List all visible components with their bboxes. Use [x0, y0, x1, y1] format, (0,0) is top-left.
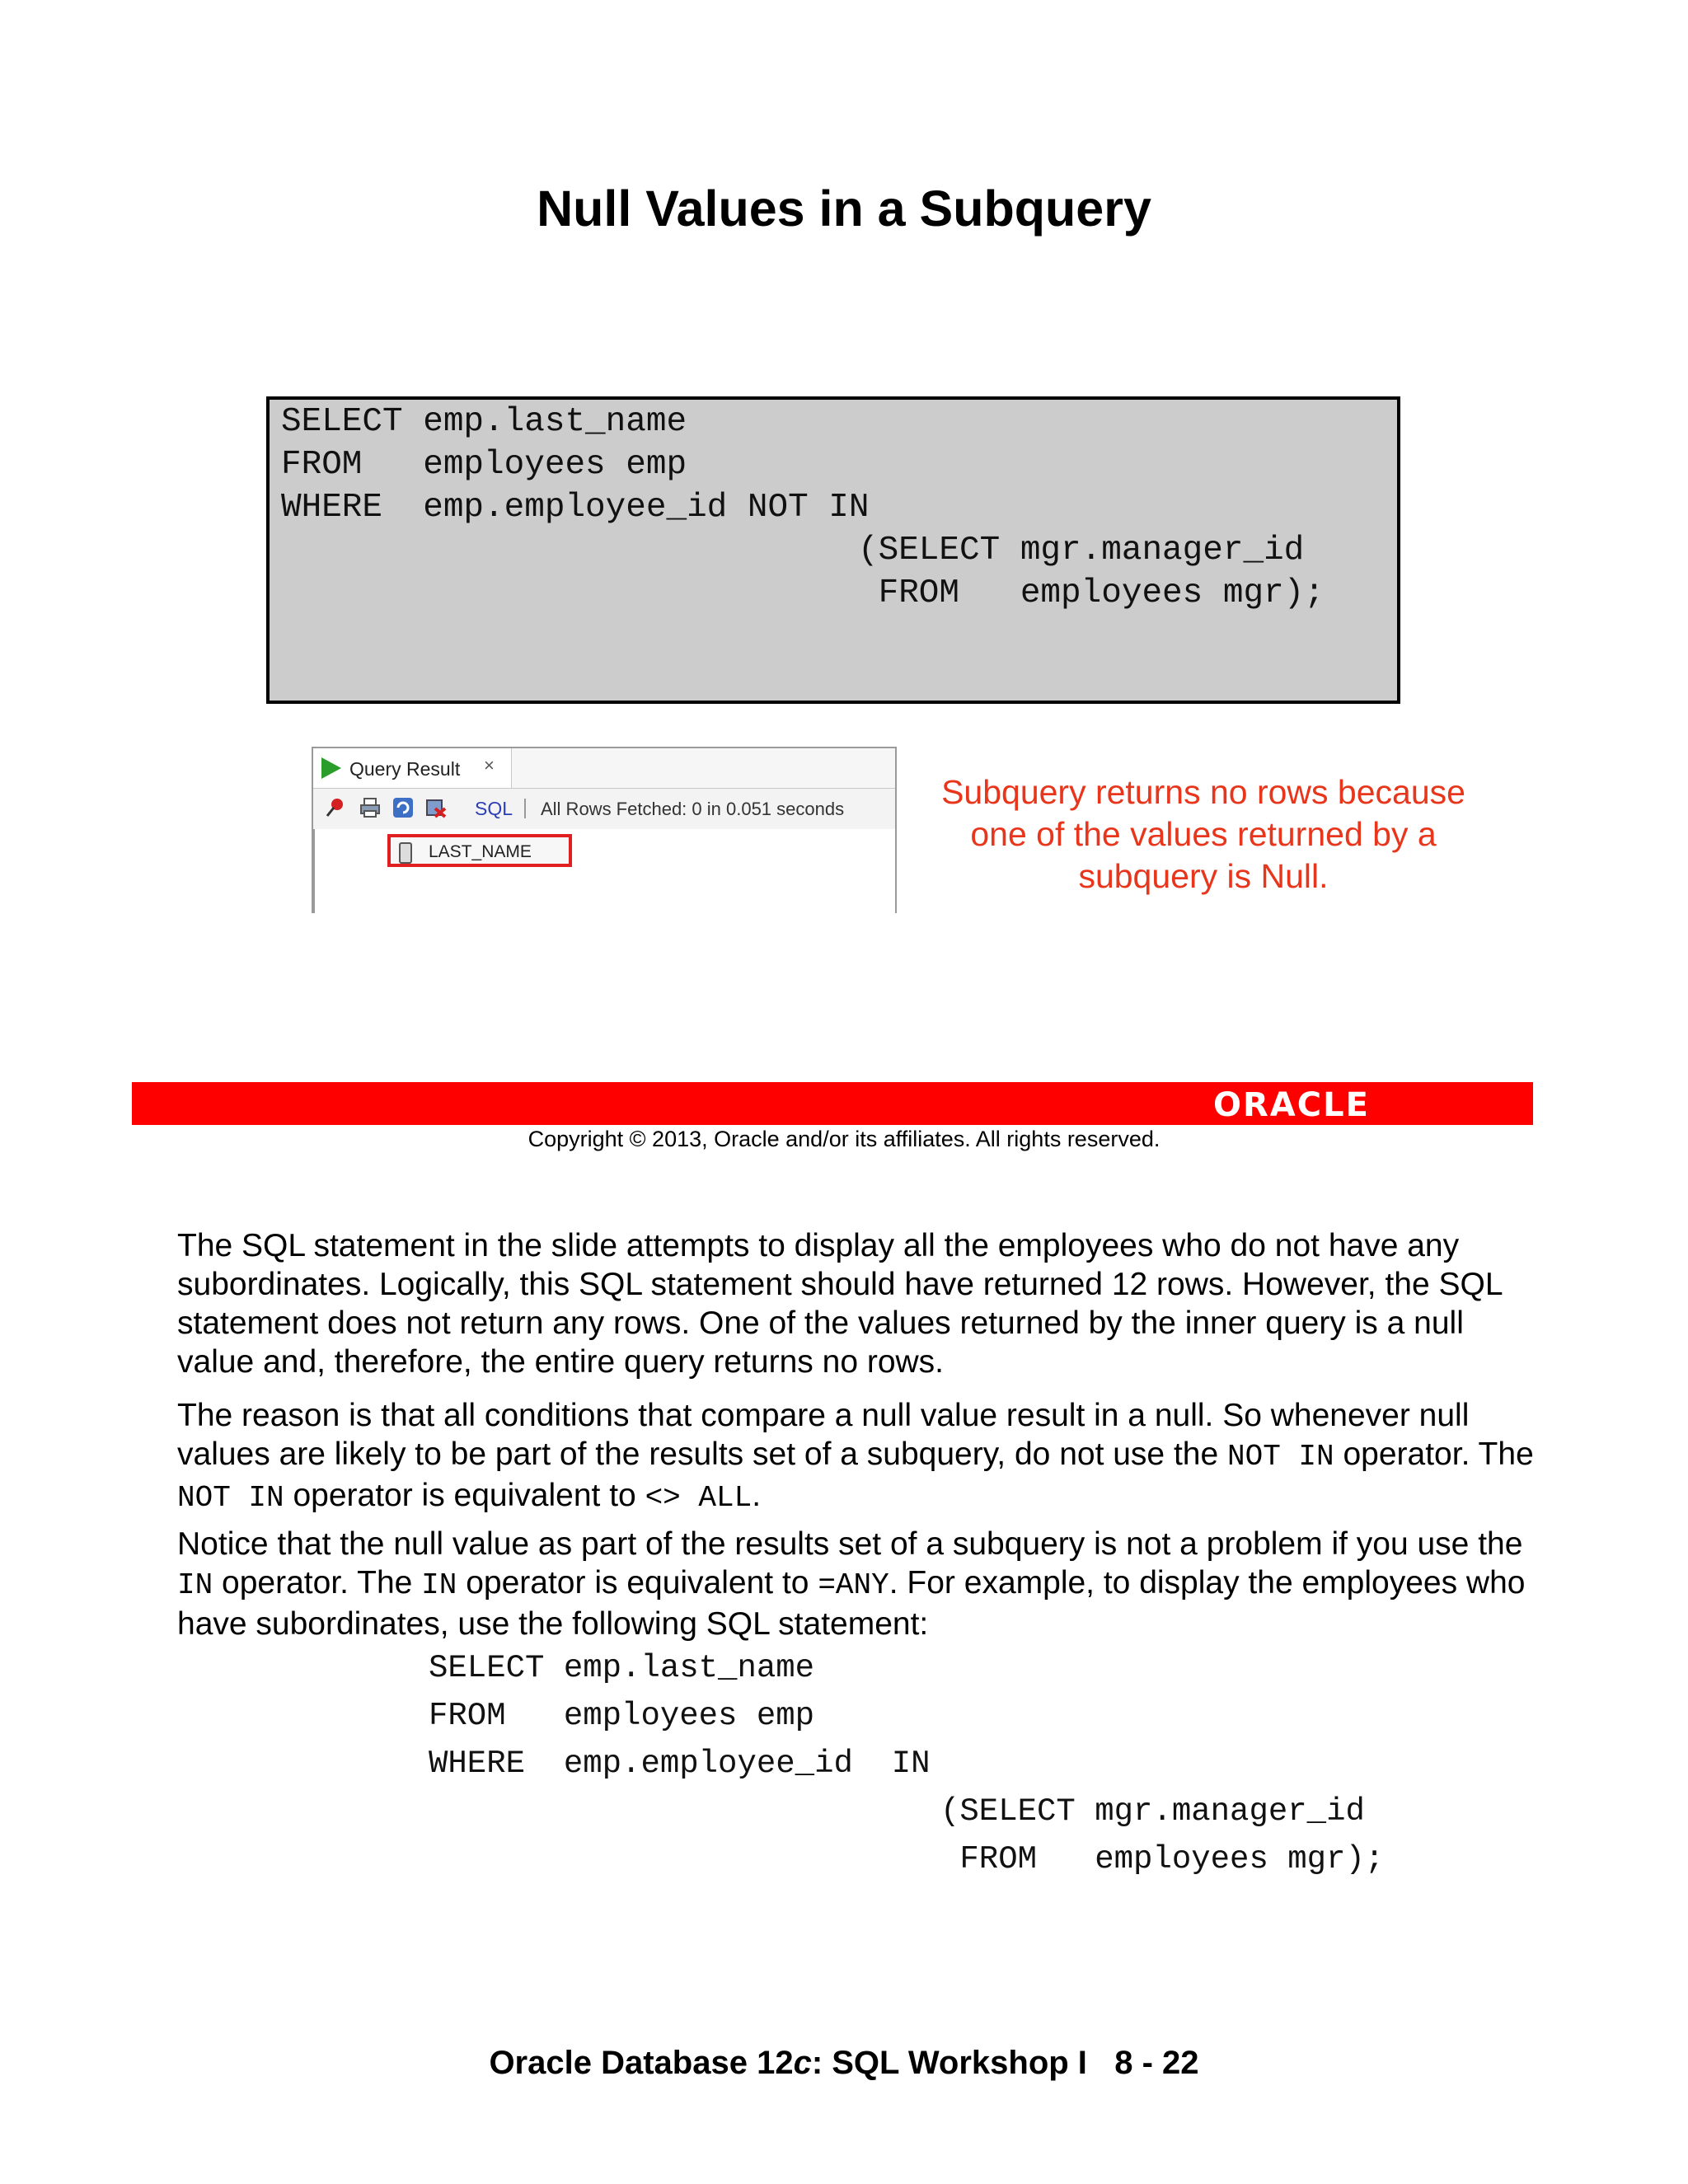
sql-code-box: [266, 396, 1400, 704]
grid-border: [313, 829, 315, 913]
sql-button[interactable]: SQL: [475, 798, 513, 819]
footer-prefix: Oracle Database 12: [489, 2045, 794, 2081]
notes-paragraph-1: The SQL statement in the slide attempts to display all the employees who do not have any subordinates. Logically, this SQL statement should have returned 12 rows. However, the SQL statement does not return any rows. One of the values returned by the inner query is a null value and, therefore, the entire query returns no rows.: [177, 1228, 1503, 1380]
example-code-line: FROM employees emp: [429, 1698, 815, 1734]
notes-paragraph-3: [177, 1525, 1537, 1643]
oracle-logo: ORACLE: [1213, 1086, 1370, 1124]
footer-italic: c: [793, 2045, 812, 2081]
code-token: =ANY: [818, 1568, 889, 1602]
callout-text: Subquery returns no rows because one of the values returned by a subquery is Null.: [941, 773, 1465, 895]
code-token: <> ALL: [645, 1481, 753, 1515]
result-grid: [313, 829, 895, 913]
text-run: . For example, to display the employees who have subordinates, use the following SQL statement:: [177, 1565, 1526, 1642]
copyright: Copyright © 2013, Oracle and/or its affiliates. All rights reserved.: [528, 1127, 1160, 1151]
query-result-panel: [312, 747, 897, 913]
code-line: FROM employees mgr);: [858, 574, 1325, 612]
tab-query-result[interactable]: [313, 748, 512, 788]
text-run: operator is equivalent to: [457, 1565, 818, 1601]
example-code-line: FROM employees mgr);: [940, 1841, 1385, 1877]
text-run: .: [752, 1478, 762, 1513]
notes-paragraph-2: [177, 1396, 1537, 1517]
refresh-sql-icon[interactable]: [392, 797, 414, 818]
export-icon[interactable]: [425, 797, 447, 818]
pin-icon[interactable]: [325, 797, 346, 818]
close-icon[interactable]: ×: [484, 755, 495, 776]
example-code-line: (SELECT mgr.manager_id: [940, 1793, 1365, 1830]
row-number-icon: [399, 842, 412, 864]
code-token: IN: [177, 1568, 213, 1602]
code-line: FROM employees emp: [281, 446, 687, 484]
query-result-tabbar: [313, 748, 895, 789]
print-icon[interactable]: [359, 797, 381, 818]
code-token: IN: [421, 1568, 457, 1602]
text-run: operator. The: [1334, 1436, 1534, 1472]
page-footer: [0, 2045, 1688, 2082]
brand-bar: [132, 1082, 1533, 1125]
tab-label: Query Result: [349, 758, 461, 780]
code-line: (SELECT mgr.manager_id: [858, 532, 1305, 569]
play-icon: [321, 757, 341, 779]
fetch-status: All Rows Fetched: 0 in 0.051 seconds: [541, 799, 845, 819]
toolbar-separator: [524, 799, 526, 818]
code-line: WHERE emp.employee_id NOT IN: [281, 489, 870, 527]
column-header-last-name[interactable]: [387, 834, 572, 867]
slide-title: Null Values in a Subquery: [537, 180, 1151, 237]
code-token: NOT IN: [177, 1481, 284, 1515]
example-code-line: SELECT emp.last_name: [429, 1650, 815, 1686]
query-result-toolbar: [313, 789, 895, 828]
text-run: operator is equivalent to: [284, 1478, 645, 1513]
footer-suffix: : SQL Workshop I 8 - 22: [811, 2045, 1199, 2081]
text-run: Notice that the null value as part of the results set of a subquery is not a problem if you use the: [177, 1526, 1523, 1562]
code-line: SELECT emp.last_name: [281, 403, 687, 441]
example-code-line: WHERE emp.employee_id IN: [429, 1746, 931, 1782]
code-token: NOT IN: [1227, 1440, 1334, 1474]
column-header-label: LAST_NAME: [429, 842, 532, 861]
text-run: The reason is that all conditions that compare a null value result in a null. So whenever null values are likely to be part of the results set of a subquery, do not use the: [177, 1398, 1470, 1472]
text-run: operator. The: [213, 1565, 422, 1601]
